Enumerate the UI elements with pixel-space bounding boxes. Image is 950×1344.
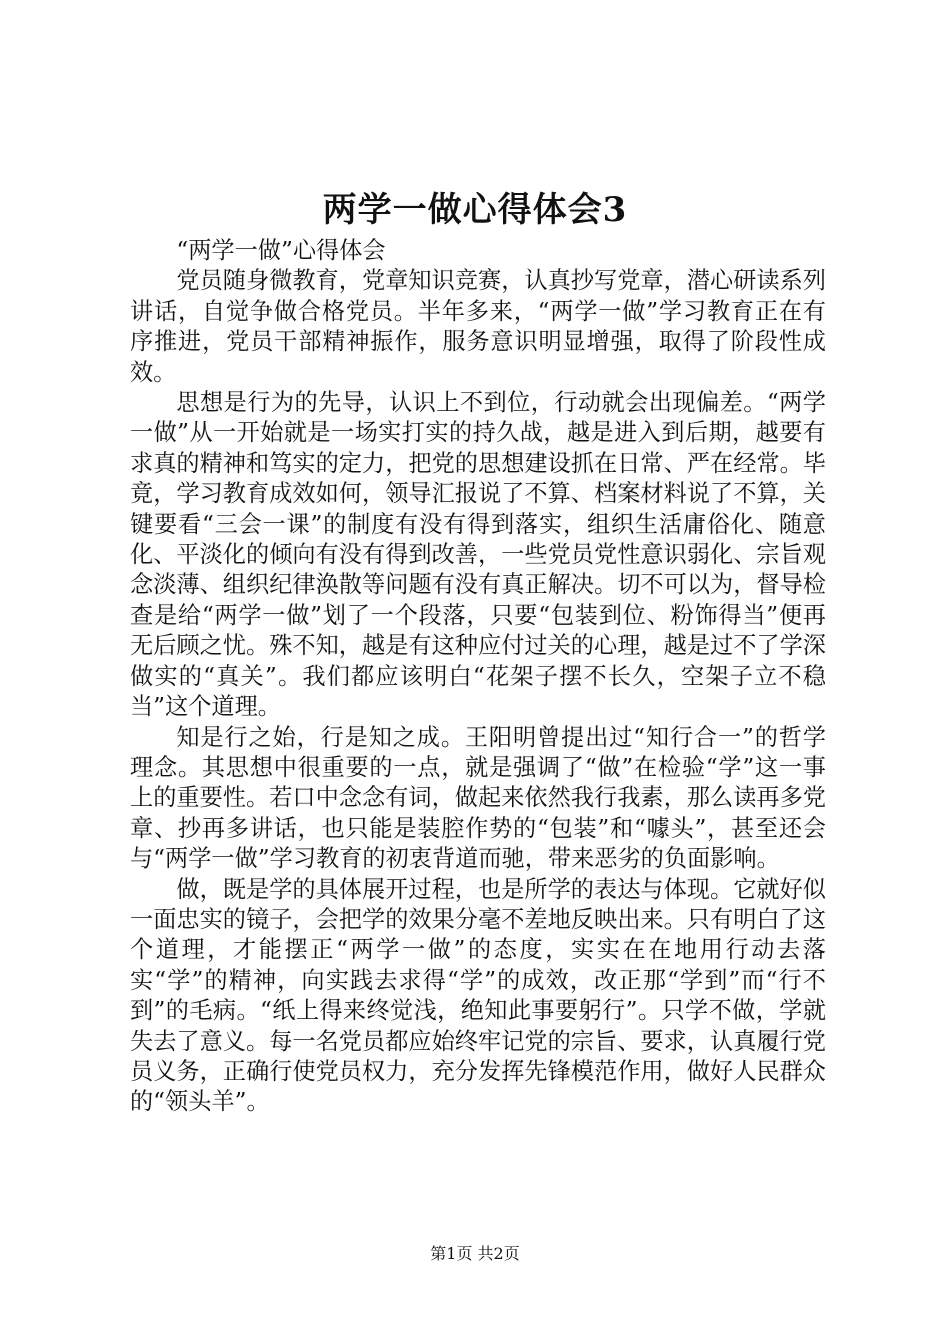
document-body (130, 236, 826, 1118)
paragraph: 党员随身微教育，党章知识竞赛，认真抄写党章，潜心研读系列讲话，自觉争做合格党员。半年多来，“两学一做”学习教育正在有序推进，党员干部精神振作，服务意识明显增强，取得了阶段性成效。 (130, 267, 826, 386)
paragraph: 知是行之始，行是知之成。王阳明曾提出过“知行合一”的哲学理念。其思想中很重要的一点，就是强调了“做”在检验“学”这一事上的重要性。若口中念念有词，做起来依然我行我素，那么读再多党章、抄再多讲话，也只能是装腔作势的“包装”和“噱头”，甚至还会与“两学一做”学习教育的初衷背道而驰，带来恶劣的负面影响。 (130, 723, 826, 873)
page-number-footer: 第1页 共2页 (430, 1244, 520, 1263)
document-title: 两学一做心得体会3 (322, 190, 628, 230)
paragraph: 思想是行为的先导，认识上不到位，行动就会出现偏差。“两学一做”从一开始就是一场实打实的持久战，越是进入到后期，越要有求真的精神和笃实的定力，把党的思想建设抓在日常、严在经常。毕竟，学习教育成效如何，领导汇报说了不算、档案材料说了不算，关键要看“三会一课”的制度有没有得到落实，组织生活庸俗化、随意化、平淡化的倾向有没有得到改善，一些党员党性意识弱化、宗旨观念淡薄、组织纪律涣散等问题有没有真正解决。切不可以为，督导检查是给“两学一做”划了一个段落，只要“包装到位、粉饰得当”便再无后顾之忧。殊不知，越是有这种应付过关的心理，越是过不了学深做实的“真关”。我们都应该明白“花架子摆不长久，空架子立不稳当”这个道理。 (130, 389, 826, 721)
paragraph: 做，既是学的具体展开过程，也是所学的表达与体现。它就好似一面忠实的镜子，会把学的效果分毫不差地反映出来。只有明白了这个道理，才能摆正“两学一做”的态度，实实在在地用行动去落实“学”的精神，向实践去求得“学”的成效，改正那“学到”而“行不到”的毛病。“纸上得来终觉浅，绝知此事要躬行”。只学不做，学就失去了意义。每一名党员都应始终牢记党的宗旨、要求，认真履行党员义务，正确行使党员权力，充分发挥先锋模范作用，做好人民群众的“领头羊”。 (130, 875, 826, 1116)
paragraph-heading: “两学一做”心得体会 (176, 237, 386, 264)
